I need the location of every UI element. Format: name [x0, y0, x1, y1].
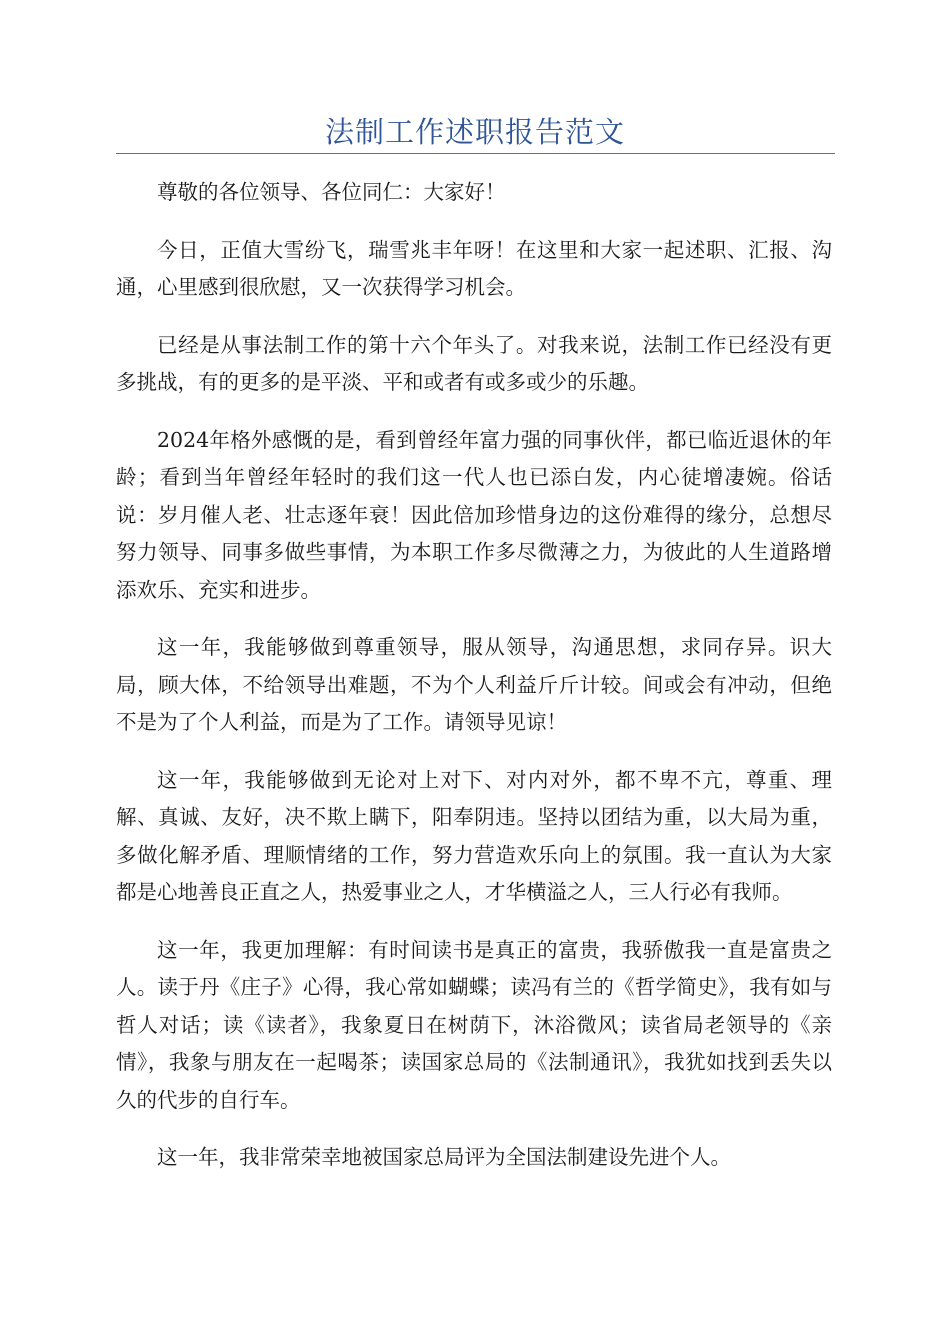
document-title: 法制工作述职报告范文: [324, 115, 625, 149]
title-underline: [116, 153, 835, 154]
paragraph: 2024年格外感慨的是，看到曾经年富力强的同事伙伴，都已临近退休的年龄；看到当年曾经年轻时的我们这一代人也已添白发，内心徒增凄婉。俗话说：岁月催人老、壮志逐年衰！因此倍加珍惜身边的这份难得的缘分，总想尽努力领导、同事多做些事情，为本职工作多尽微薄之力，为彼此的人生道路增添欢乐、充实和进步。: [116, 427, 832, 602]
paragraph: 这一年，我能够做到尊重领导，服从领导，沟通思想，求同存异。识大局，顾大体，不给领导出难题，不为个人利益斤斤计较。间或会有冲动，但绝不是为了个人利益，而是为了工作。请领导见谅！: [116, 635, 832, 734]
paragraph: 这一年，我非常荣幸地被国家总局评为全国法制建设先进个人。: [157, 1145, 731, 1169]
paragraph: 尊敬的各位领导、各位同仁：大家好！: [157, 180, 506, 204]
document-body: [116, 174, 832, 1197]
paragraph: 这一年，我更加理解：有时间读书是真正的富贵，我骄傲我一直是富贵之人。读于丹《庄子》心得，我心常如蝴蝶；读冯有兰的《哲学简史》，我有如与哲人对话；读《读者》，我象夏日在树荫下，沐浴微风；读省局老领导的《亲情》，我象与朋友在一起喝茶；读国家总局的《法制通讯》，我犹如找到丢失以久的代步的自行车。: [116, 937, 832, 1112]
paragraph: 今日，正值大雪纷飞，瑞雪兆丰年呀！在这里和大家一起述职、汇报、沟通，心里感到很欣慰，又一次获得学习机会。: [116, 237, 832, 299]
paragraph: 这一年，我能够做到无论对上对下、对内对外，都不卑不亢，尊重、理解、真诚、友好，决不欺上瞒下，阳奉阴违。坚持以团结为重，以大局为重，多做化解矛盾、理顺情绪的工作，努力营造欢乐向上的氛围。我一直认为大家都是心地善良正直之人，热爱事业之人，才华横溢之人，三人行必有我师。: [116, 767, 832, 904]
paragraph: 已经是从事法制工作的第十六个年头了。对我来说，法制工作已经没有更多挑战，有的更多的是平淡、平和或者有或多或少的乐趣。: [116, 332, 832, 394]
